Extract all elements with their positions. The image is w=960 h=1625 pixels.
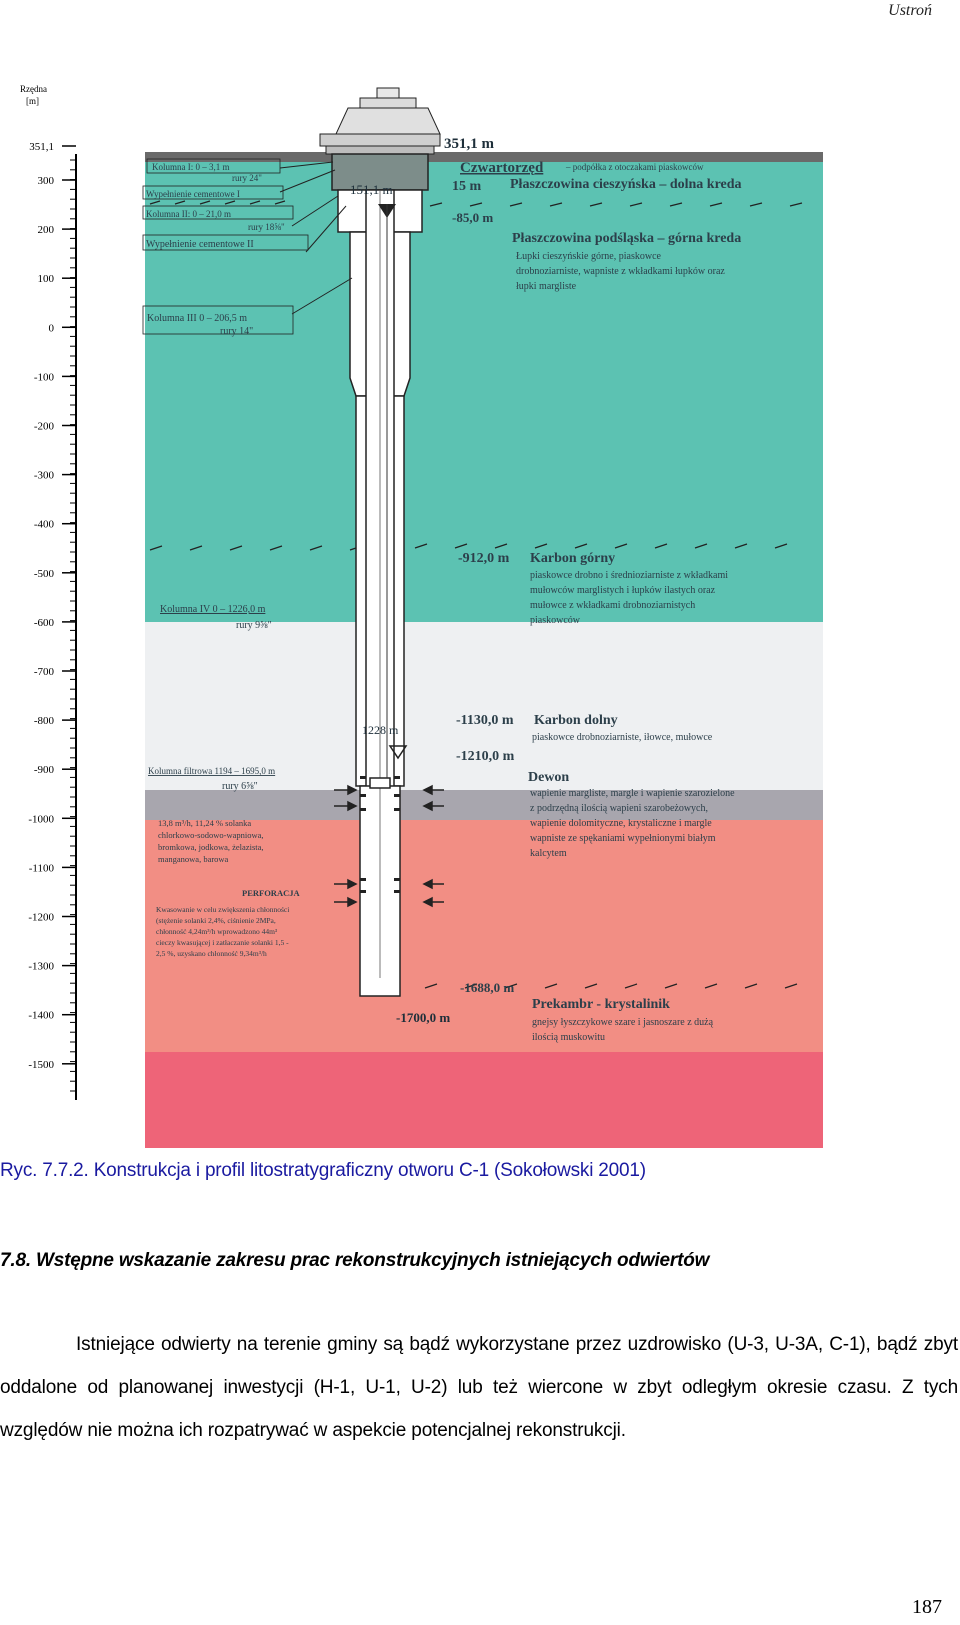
axis-tick-label: -400 <box>33 518 54 531</box>
stratum-karbon-gorny-desc-3: mułowce z wkładkami drobnoziarnistych <box>530 600 696 611</box>
axis-tick-label: -100 <box>33 371 54 384</box>
axis-tick-label: 351,1 <box>29 141 54 153</box>
stratum-karbon-gorny-desc-4: piaskowców <box>530 615 580 626</box>
stratum-karbon-dolny-desc-1: piaskowce drobnoziarniste, iłowce, mułowce <box>532 732 713 743</box>
stratum-dewon-name: Dewon <box>528 770 570 785</box>
stratum-prekambr-name: Prekambr - krystalinik <box>532 997 670 1012</box>
borehole-profile-figure <box>0 78 850 1148</box>
page-number: 187 <box>912 1596 942 1618</box>
axis-tick-label: 100 <box>37 273 54 286</box>
top-elevation-label: 351,1 m <box>444 136 494 152</box>
stratum-dewon-desc-3: wapienie dolomityczne, krystaliczne i margle <box>530 818 712 829</box>
perforation-line-2: (stężenie solanki 2,4%, ciśnienie 2MPa, <box>156 916 276 925</box>
perforation-title: PERFORACJA <box>242 888 300 898</box>
stratum-karbon-gorny-name: Karbon górny <box>530 551 616 566</box>
column-1-pipe: rury 24" <box>232 173 262 183</box>
stratum-karbon-dolny-name: Karbon dolny <box>534 713 618 728</box>
axis-tick-label: -1500 <box>28 1058 54 1071</box>
axis-tick-label: -1400 <box>28 1009 54 1022</box>
axis-tick-label: -900 <box>33 764 54 777</box>
yield-line-1: 13,8 m³/h, 11,24 % solanka <box>158 818 252 828</box>
stratum-dewon-desc-4: wapniste ze spękaniami wypełnionymi białym <box>530 833 716 844</box>
stratum-cieszynska-name: Płaszczowina cieszyńska – dolna kreda <box>510 177 742 192</box>
cement-fill-2-label: Wypełnienie cementowe II <box>146 239 254 250</box>
column-2-pipe: rury 18⅝" <box>248 222 285 232</box>
yield-line-3: bromkowa, jodkowa, żelazista, <box>158 842 264 852</box>
stratum-dewon-desc-2: z podrzędną ilością wapieni szarobeżowych, <box>530 803 708 814</box>
axis-unit: [m] <box>26 96 39 106</box>
axis-tick-label: -500 <box>33 567 54 580</box>
cement-fill-1-label: Wypełnienie cementowe I <box>146 189 240 199</box>
water-level-lower-label: 1228 m <box>362 723 399 737</box>
column-4-pipe: rury 9⅝" <box>236 620 272 631</box>
stratum-prekambr-desc-2: ilością muskowitu <box>532 1032 606 1043</box>
axis-tick-label: -800 <box>33 715 54 728</box>
bottom-depth-label: -1700,0 m <box>396 1010 451 1025</box>
axis-tick-label: 0 <box>48 322 54 335</box>
axis-tick-label: -600 <box>33 616 54 629</box>
stratum-czwartorzed-desc: – podpółka z otoczakami piaskowców <box>566 162 704 172</box>
stratum-karbon-gorny-desc-2: mułowców marglistych i łupków ilastych oraz <box>530 585 716 596</box>
perforation-line-4: cieczy kwasującej i zatłaczanie solanki 1,5 - <box>156 938 289 947</box>
wellhead <box>320 88 440 154</box>
axis-tick-label: -300 <box>33 469 54 482</box>
stratum-karbon-gorny-background <box>145 622 823 790</box>
stratum-podslaska-desc-2: drobnoziarniste, wapniste z wkładkami łupków oraz <box>516 266 725 277</box>
stratum-cieszynska-depth: 15 m <box>452 179 482 194</box>
perforation-line-3: chłonność 4,24m³/h wprowadzono 44m³ <box>156 927 278 936</box>
axis-title: Rzędna <box>20 84 47 94</box>
perforation-line-1: Kwasowanie w celu zwiększenia chłonności <box>156 905 290 914</box>
water-level-label: 151,1 m <box>350 182 393 197</box>
axis-tick-label: 200 <box>37 224 54 237</box>
running-header: Ustroń <box>888 2 932 19</box>
stratum-karbon-gorny-depth: -912,0 m <box>458 551 510 566</box>
stratum-podslaska-depth: -85,0 m <box>452 210 494 225</box>
stratum-podslaska-name: Płaszczowina podśląska – górna kreda <box>512 231 742 246</box>
stratum-karbon-gorny-desc-1: piaskowce drobno i średnioziarniste z wkładkami <box>530 570 728 581</box>
stratum-czwartorzed-name: Czwartorzęd <box>460 160 544 176</box>
column-4-label: Kolumna IV 0 – 1226,0 m <box>160 604 266 615</box>
filter-column-pipe: rury 6⅝" <box>222 781 258 792</box>
axis-tick-label: -700 <box>33 666 54 678</box>
yield-line-4: manganowa, barowa <box>158 854 229 864</box>
elevation-axis <box>28 141 76 1100</box>
body-paragraph: Istniejące odwierty na terenie gminy są bądź wykorzystane przez uzdrowisko (U-3, U-3A, C-1), bądź zbyt oddalone od planowanej inwestycji (H-1, U-1, U-2) lub też wiercone w zbyt odległym okresie czasu. Z tych względów nie można ich rozpatrywać w aspekcie potencjalnej rekonstrukcji. <box>0 1334 958 1441</box>
stratum-prekambr-depth: -1688,0 m <box>460 980 515 995</box>
section-heading: 7.8. Wstępne wskazanie zakresu prac rekonstrukcyjnych istniejących odwiertów <box>0 1250 710 1271</box>
perforation-line-5: 2,5 %, uzyskano chłonność 9,34m³/h <box>156 949 267 958</box>
stratum-dewon-desc-1: wapienie margliste, margle i wapienie szarozielone <box>530 788 735 799</box>
axis-tick-label: -1100 <box>28 862 54 875</box>
stratum-dewon-background <box>145 820 823 1052</box>
axis-tick-label: 300 <box>37 175 54 187</box>
column-2-label: Kolumna II: 0 – 21,0 m <box>146 209 231 219</box>
column-3-pipe: rury 14" <box>220 326 254 337</box>
yield-line-2: chlorkowo-sodowo-wapniowa, <box>158 830 264 840</box>
stratum-karbon-dolny-depth: -1130,0 m <box>456 713 514 728</box>
stratum-prekambr-background <box>145 1052 823 1148</box>
axis-tick-label: -1000 <box>28 813 54 826</box>
axis-tick-label: -200 <box>33 420 54 433</box>
stratum-prekambr-desc-1: gnejsy łyszczykowe szare i jasnoszare z dużą <box>532 1017 714 1028</box>
figure-caption: Ryc. 7.7.2. Konstrukcja i profil litostratygraficzny otworu C-1 (Sokołowski 2001) <box>0 1160 646 1181</box>
stratum-podslaska-desc-3: łupki margliste <box>516 281 577 292</box>
axis-tick-label: -1200 <box>28 911 54 924</box>
stratum-dewon-depth: -1210,0 m <box>456 749 515 764</box>
filter-column-label: Kolumna filtrowa 1194 – 1695,0 m <box>148 766 276 776</box>
axis-tick-label: -1300 <box>28 960 54 973</box>
column-1-label: Kolumna I: 0 – 3,1 m <box>152 162 230 172</box>
column-3-label: Kolumna III 0 – 206,5 m <box>147 313 247 324</box>
stratum-podslaska-desc-1: Łupki cieszyńskie górne, piaskowce <box>516 251 661 262</box>
stratum-dewon-desc-5: kalcytem <box>530 848 567 859</box>
